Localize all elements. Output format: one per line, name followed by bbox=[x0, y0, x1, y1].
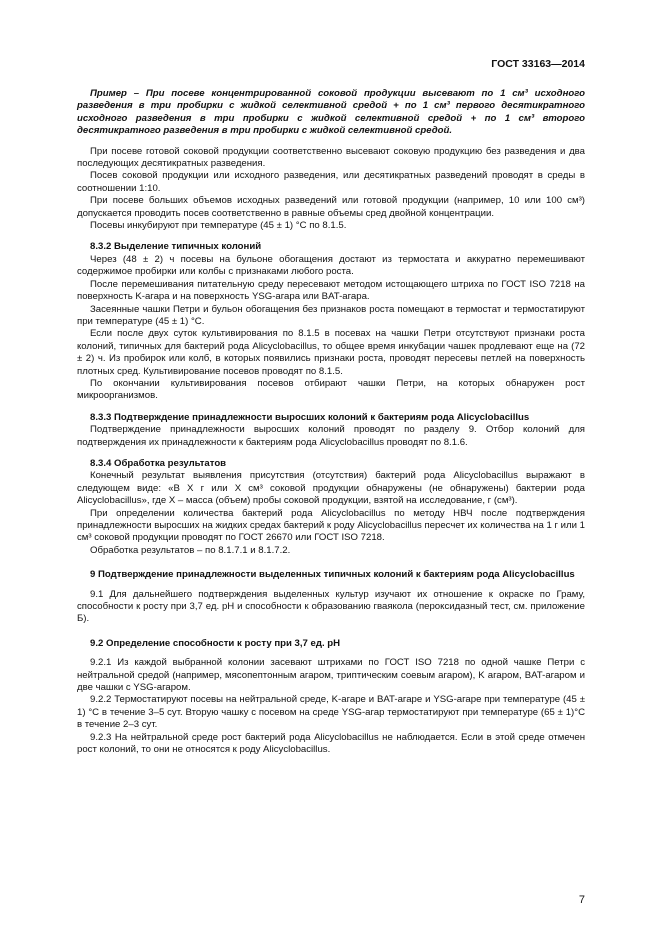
paragraph: Конечный результат выявления присутствия (отсутствия) бактерий рода Alicyclobacillus выражают в следующем виде: «В X г или X см³ соковой продукции обнаружены (не обнаружены) бактерии рода Alicyclobacillus», где X – масса (объем) пробы соковой продукции, взятой на исследование, г (см³). bbox=[77, 470, 585, 507]
document-page bbox=[77, 58, 585, 928]
paragraph: При определении количества бактерий рода Alicyclobacillus по методу НВЧ после подтверждения принадлежности выросших на жидких средах бактерий к роду Alicyclobacillus пересчет их количества на 1 г или 1 см³ соковой продукции проводят по ГОСТ 26670 или ГОСТ ISO 7218. bbox=[77, 507, 585, 544]
section-heading-8-3-3: 8.3.3 Подтверждение принадлежности выросших колоний к бактериям рода Alicyclobacillus bbox=[90, 411, 530, 423]
document-body bbox=[77, 88, 585, 757]
section-heading-8-3-4: 8.3.4 Обработка результатов bbox=[90, 457, 227, 469]
paragraph: Посевы инкубируют при температуре (45 ± 1) °С по 8.1.5. bbox=[90, 220, 347, 232]
paragraph: Подтверждение принадлежности выросших колоний проводят по разделу 9. Отбор колоний для подтверждения их принадлежности к бактериям рода Alicyclobacillus проводят по 8.1.6. bbox=[77, 424, 585, 448]
paragraph: Обработка результатов – по 8.1.7.1 и 8.1.7.2. bbox=[90, 544, 291, 556]
paragraph: 9.2.1 Из каждой выбранной колонии засевают штрихами по ГОСТ ISO 7218 по одной чашке Петри с нейтральной средой (например, мясопептонным агаром, триптическим соевым агаром), K агаром, BAT-агаром и две чашки с YSG-агаром. bbox=[77, 657, 585, 694]
paragraph: Если после двух суток культивирования по 8.1.5 в посевах на чашки Петри отсутствуют признаки роста колоний, типичных для бактерий рода Alicyclobacillus, то общее время инкубации чашек продлевают еще на (72 ± 2) ч. Из пробирок или колб, в которых появились признаки роста, проводят пересевы петлей на поверхность плотных сред. Культивирование посевов проводят по 8.1.5. bbox=[77, 328, 585, 377]
section-heading-9-2: 9.2 Определение способности к росту при 3,7 ед. рН bbox=[90, 637, 341, 649]
paragraph: При посеве готовой соковой продукции соответственно высевают соковую продукцию без разведения и два последующих десятикратных разведения. bbox=[77, 145, 585, 170]
example-paragraph: Пример – При посеве концентрированной соковой продукции высевают по 1 см³ исходного разведения в три пробирки с жидкой селективной средой + по 1 см³ первого десятикратного исходного разведения в три пробирки с жидкой селективной средой + по 1 см³ второго десятикратного разведения в три пробирки с жидкой селективной средой. bbox=[77, 88, 585, 137]
page-number: 7 bbox=[578, 894, 585, 906]
document-number: ГОСТ 33163—2014 bbox=[491, 58, 585, 70]
paragraph: По окончании культивирования посевов отбирают чашки Петри, на которых обнаружен рост микроорганизмов. bbox=[77, 377, 585, 402]
paragraph: Посев соковой продукции или исходного разведения, или десятикратных разведений проводят в среды в соотношении 1:10. bbox=[77, 170, 585, 194]
paragraph: 9.2.3 На нейтральной среде рост бактерий рода Alicyclobacillus не наблюдается. Если в этой среде отмечен рост колоний, то они не относятся к роду Alicyclobacillus. bbox=[77, 731, 585, 756]
section-heading-8-3-2: 8.3.2 Выделение типичных колоний bbox=[90, 241, 262, 253]
paragraph: Через (48 ± 2) ч посевы на бульоне обогащения достают из термостата и аккуратно перемешивают содержимое пробирки или колбы с признаками любого роста. bbox=[77, 253, 585, 278]
paragraph: Засеянные чашки Петри и бульон обогащения без признаков роста помещают в термостат и термостатируют при температуре (45 ± 1) °С. bbox=[77, 303, 585, 327]
paragraph: После перемешивания питательную среду пересевают методом истощающего штриха по ГОСТ ISO 7218 на поверхность K-агара и на поверхность YSG-агара или BAT-агара. bbox=[77, 278, 585, 303]
paragraph: При посеве больших объемов исходных разведений или готовой продукции (например, 10 или 100 см³) допускается проводить посев соответственно в равные объемы сред двойной концентрации. bbox=[77, 195, 585, 219]
paragraph: 9.1 Для дальнейшего подтверждения выделенных культур изучают их отношение к окраске по Граму, способности к росту при 3,7 ед. рН и способности к образованию гваякола (пероксидазный тест, см. приложение Б). bbox=[77, 588, 585, 625]
paragraph: 9.2.2 Термостатируют посевы на нейтральной среде, K-агаре и BAT-агаре и YSG-агаре при температуре (45 ± 1) °С в течение 3–5 сут. Вторую чашку с посевом на среде YSG-агар термостатируют при температуре (65 ± 1)°С в течение 2–3 сут. bbox=[77, 694, 585, 731]
section-heading-9: 9 Подтверждение принадлежности выделенных типичных колоний к бактериям рода Alicyclobacillus bbox=[90, 569, 575, 581]
